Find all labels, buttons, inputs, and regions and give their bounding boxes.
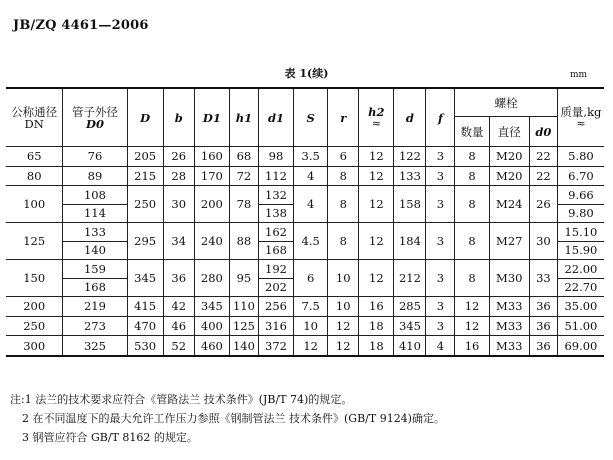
cell-d: 285 (394, 297, 426, 317)
cell-D0: 325 (63, 336, 127, 356)
flange-dimension-table (6, 87, 604, 357)
cell-mass: 9.66 (557, 186, 604, 205)
cell-D1: 200 (194, 186, 229, 223)
header-bolt-d0: d0 (529, 117, 557, 147)
table-row (6, 336, 604, 356)
header-D: D (127, 88, 163, 147)
cell-h2: 18 (359, 316, 394, 336)
cell-D0: 140 (63, 241, 127, 260)
cell-qty: 12 (455, 297, 489, 317)
cell-h1: 72 (229, 166, 258, 186)
header-f: f (426, 88, 455, 147)
cell-D: 250 (127, 186, 163, 223)
table-caption: 表 1(续) (284, 67, 329, 80)
cell-d1: 372 (258, 336, 293, 356)
cell-bd0: 22 (529, 147, 557, 167)
cell-D1: 460 (194, 336, 229, 356)
cell-D1: 400 (194, 316, 229, 336)
cell-qty: 8 (455, 223, 489, 260)
cell-h2: 16 (359, 297, 394, 317)
cell-D1: 240 (194, 223, 229, 260)
table-row (6, 186, 604, 205)
cell-mass: 69.00 (557, 336, 604, 356)
cell-S: 6 (294, 260, 328, 297)
cell-d: 122 (394, 147, 426, 167)
cell-mass: 35.00 (557, 297, 604, 317)
cell-mass: 15.10 (557, 223, 604, 242)
cell-dn: 100 (6, 186, 63, 223)
cell-d1: 132 (258, 186, 293, 205)
cell-f: 3 (426, 147, 455, 167)
cell-D0: 133 (63, 223, 127, 242)
cell-D: 345 (127, 260, 163, 297)
cell-D: 295 (127, 223, 163, 260)
cell-dn: 150 (6, 260, 63, 297)
cell-d1: 316 (258, 316, 293, 336)
cell-D0: 168 (63, 278, 127, 297)
cell-d: 133 (394, 166, 426, 186)
cell-h2: 12 (359, 147, 394, 167)
cell-qty: 8 (455, 166, 489, 186)
cell-h1: 125 (229, 316, 258, 336)
table-row (6, 166, 604, 186)
cell-D0: 273 (63, 316, 127, 336)
header-d: d (394, 88, 426, 147)
cell-d: 212 (394, 260, 426, 297)
cell-bd0: 33 (529, 260, 557, 297)
cell-dia: M33 (489, 316, 529, 336)
cell-d1: 162 (258, 223, 293, 242)
cell-D0: 159 (63, 260, 127, 279)
header-bolt-qty: 数量 (455, 117, 489, 147)
note-2: 2 在不同温度下的最大允许工作压力参照《钢制管法兰 技术条件》(GB/T 9124)确定。 (22, 412, 445, 425)
cell-mass: 6.70 (557, 166, 604, 186)
cell-mass: 9.80 (557, 204, 604, 223)
header-S: S (294, 88, 328, 147)
cell-S: 4 (294, 166, 328, 186)
header-r: r (328, 88, 359, 147)
cell-r: 10 (328, 297, 359, 317)
cell-dn: 300 (6, 336, 63, 356)
header-d1: d1 (258, 88, 293, 147)
cell-d1: 202 (258, 278, 293, 297)
cell-f: 3 (426, 316, 455, 336)
cell-f: 3 (426, 166, 455, 186)
cell-mass: 15.90 (557, 241, 604, 260)
cell-f: 3 (426, 260, 455, 297)
cell-qty: 8 (455, 147, 489, 167)
cell-D0: 76 (63, 147, 127, 167)
cell-dia: M33 (489, 297, 529, 317)
cell-dia: M33 (489, 336, 529, 356)
cell-d1: 168 (258, 241, 293, 260)
cell-mass: 22.00 (557, 260, 604, 279)
cell-h1: 95 (229, 260, 258, 297)
cell-D: 415 (127, 297, 163, 317)
cell-b: 42 (163, 297, 194, 317)
cell-f: 3 (426, 186, 455, 223)
cell-bd0: 26 (529, 186, 557, 223)
table-row (6, 147, 604, 167)
cell-mass: 5.80 (557, 147, 604, 167)
cell-h2: 18 (359, 336, 394, 356)
cell-f: 3 (426, 223, 455, 260)
cell-S: 4.5 (294, 223, 328, 260)
cell-bd0: 36 (529, 336, 557, 356)
cell-h2: 12 (359, 223, 394, 260)
cell-d: 410 (394, 336, 426, 356)
cell-bd0: 30 (529, 223, 557, 260)
header-bolt-group: 螺栓 (455, 88, 557, 117)
header-b: b (163, 88, 194, 147)
cell-D0: 89 (63, 166, 127, 186)
cell-D1: 170 (194, 166, 229, 186)
cell-dia: M20 (489, 166, 529, 186)
cell-D1: 160 (194, 147, 229, 167)
header-mass: 质量,kg ≈ (557, 88, 604, 147)
note-1: 注:1 法兰的技术要求应符合《管路法兰 技术条件》(JB/T 74)的规定。 (10, 393, 353, 406)
header-h1: h1 (229, 88, 258, 147)
cell-dn: 65 (6, 147, 63, 167)
header-dn: 公称通径 DN (6, 88, 63, 147)
cell-S: 12 (294, 336, 328, 356)
cell-b: 46 (163, 316, 194, 336)
cell-qty: 8 (455, 260, 489, 297)
cell-dia: M24 (489, 186, 529, 223)
cell-bd0: 36 (529, 297, 557, 317)
cell-h2: 12 (359, 260, 394, 297)
cell-d: 184 (394, 223, 426, 260)
cell-S: 3.5 (294, 147, 328, 167)
table-row (6, 297, 604, 317)
header-h2: h2 ≈ (359, 88, 394, 147)
cell-dn: 250 (6, 316, 63, 336)
cell-D0: 219 (63, 297, 127, 317)
cell-D0: 108 (63, 186, 127, 205)
table-row (6, 316, 604, 336)
table-row (6, 223, 604, 242)
note-3: 3 钢管应符合 GB/T 8162 的规定。 (22, 431, 198, 444)
cell-D0: 114 (63, 204, 127, 223)
cell-dn: 125 (6, 223, 63, 260)
cell-D: 470 (127, 316, 163, 336)
notes (10, 390, 445, 447)
cell-dia: M30 (489, 260, 529, 297)
cell-b: 36 (163, 260, 194, 297)
header-D1: D1 (194, 88, 229, 147)
cell-bd0: 36 (529, 316, 557, 336)
cell-qty: 16 (455, 336, 489, 356)
cell-r: 8 (328, 166, 359, 186)
cell-h2: 12 (359, 166, 394, 186)
cell-d1: 192 (258, 260, 293, 279)
cell-d1: 256 (258, 297, 293, 317)
cell-S: 7.5 (294, 297, 328, 317)
notes-label: 注: (10, 393, 25, 406)
cell-D: 530 (127, 336, 163, 356)
cell-qty: 12 (455, 316, 489, 336)
cell-d1: 112 (258, 166, 293, 186)
cell-dia: M20 (489, 147, 529, 167)
header-pipe-od: 管子外径 D0 (63, 88, 127, 147)
cell-r: 8 (328, 186, 359, 223)
cell-d1: 138 (258, 204, 293, 223)
cell-D1: 345 (194, 297, 229, 317)
cell-dn: 200 (6, 297, 63, 317)
cell-bd0: 22 (529, 166, 557, 186)
cell-b: 52 (163, 336, 194, 356)
cell-r: 10 (328, 260, 359, 297)
cell-h1: 68 (229, 147, 258, 167)
cell-r: 12 (328, 336, 359, 356)
cell-d: 158 (394, 186, 426, 223)
cell-dia: M27 (489, 223, 529, 260)
cell-D1: 280 (194, 260, 229, 297)
cell-r: 12 (328, 316, 359, 336)
cell-dn: 80 (6, 166, 63, 186)
cell-mass: 22.70 (557, 278, 604, 297)
cell-d: 345 (394, 316, 426, 336)
cell-f: 3 (426, 297, 455, 317)
cell-b: 28 (163, 166, 194, 186)
cell-qty: 8 (455, 186, 489, 223)
cell-mass: 51.00 (557, 316, 604, 336)
cell-h1: 140 (229, 336, 258, 356)
cell-b: 34 (163, 223, 194, 260)
cell-D: 205 (127, 147, 163, 167)
standard-number: JB/ZQ 4461—2006 (13, 18, 149, 33)
cell-r: 6 (328, 147, 359, 167)
table-row (6, 260, 604, 279)
cell-D: 215 (127, 166, 163, 186)
cell-d1: 98 (258, 147, 293, 167)
cell-r: 8 (328, 223, 359, 260)
unit-label: mm (570, 70, 588, 80)
cell-f: 4 (426, 336, 455, 356)
cell-h2: 12 (359, 186, 394, 223)
cell-b: 26 (163, 147, 194, 167)
cell-S: 4 (294, 186, 328, 223)
cell-S: 10 (294, 316, 328, 336)
cell-h1: 78 (229, 186, 258, 223)
cell-h1: 110 (229, 297, 258, 317)
cell-h1: 88 (229, 223, 258, 260)
header-bolt-dia: 直径 (489, 117, 529, 147)
cell-b: 30 (163, 186, 194, 223)
